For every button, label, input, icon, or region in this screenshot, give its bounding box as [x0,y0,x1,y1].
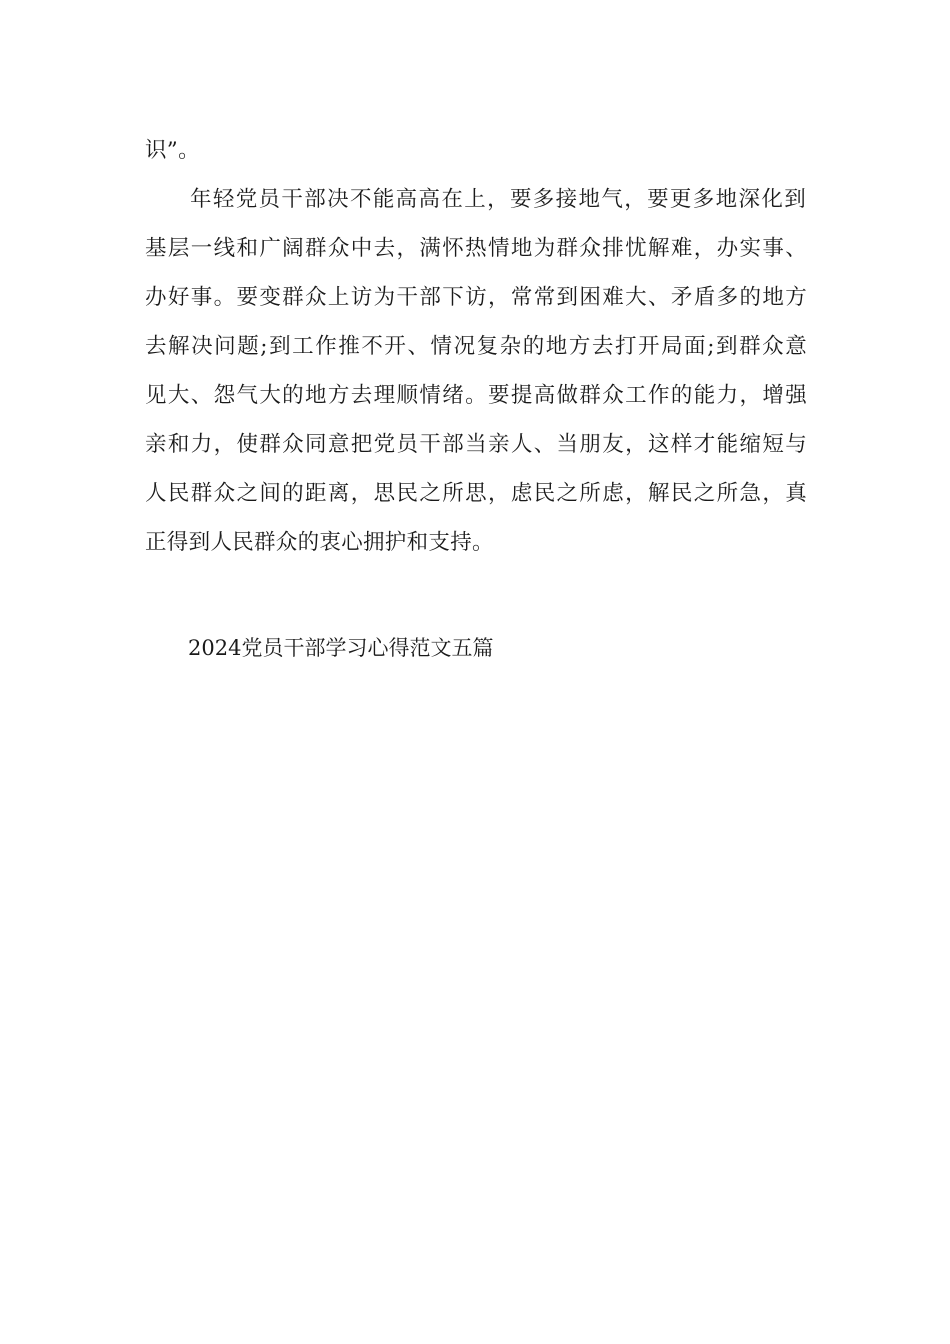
paragraph-line-1: 识”。 [145,138,200,163]
section-title: 2024党员干部学习心得范文五篇 [188,636,494,660]
paragraph-line-8: 人民群众之间的距离，思民之所思，虑民之所虑，解民之所急，真 [145,481,807,506]
paragraph-line-4: 办好事。要变群众上访为干部下访，常常到困难大、矛盾多的地方 [145,285,807,310]
paragraph-line-3: 基层一线和广阔群众中去，满怀热情地为群众排忧解难，办实事、 [145,236,807,261]
paragraph-line-9: 正得到人民群众的衷心拥护和支持。 [145,530,494,555]
paragraph-line-2: 年轻党员干部决不能高高在上，要多接地气，要更多地深化到 [190,187,806,212]
paragraph-line-5: 去解决问题;到工作推不开、情况复杂的地方去打开局面;到群众意 [145,334,807,359]
paragraph-line-7: 亲和力，使群众同意把党员干部当亲人、当朋友，这样才能缩短与 [145,432,807,457]
paragraph-line-6: 见大、怨气大的地方去理顺情绪。要提高做群众工作的能力，增强 [145,383,807,408]
